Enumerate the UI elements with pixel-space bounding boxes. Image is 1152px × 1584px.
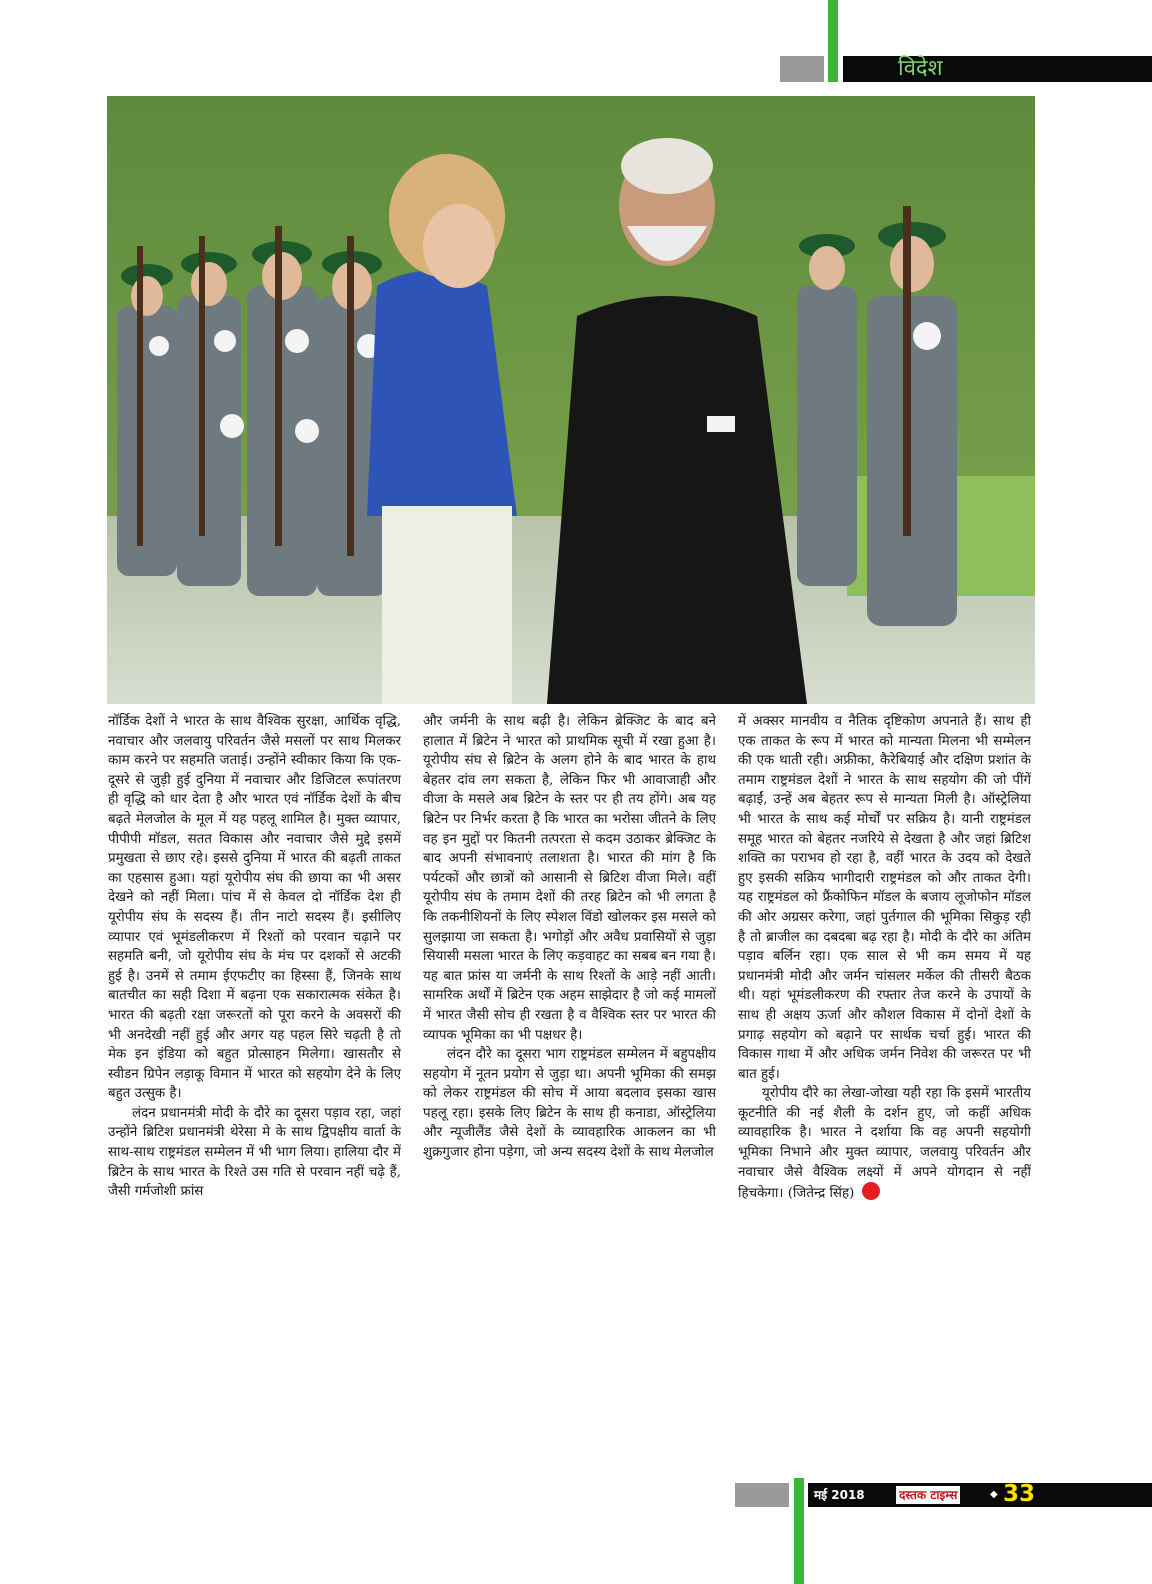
paragraph-with-end-mark [738,1084,1031,1204]
article-column-3 [738,712,1031,1478]
article-column-2 [423,712,716,1478]
footer-accent-bar [794,1478,804,1584]
section-title: विदेश [898,56,943,81]
paragraph: लंदन दौरे का दूसरा भाग राष्ट्रमंडल सम्मेलन में बहुपक्षीय सहयोग में नूतन प्रयोग से जुड़ा था। अपनी भूमिका की समझ को लेकर राष्ट्रमंडल की सोच में आया बदलाव इसका खास पहलू रहा। इसके लिए ब्रिटेन के साथ ही कनाडा, ऑस्ट्रेलिया और न्यूजीलैंड जैसे देशों के व्यावहारिक आकलन का भी शुक्रगुजार होना पड़ेगा, जो अन्य सदस्य देशों के साथ मेलजोल [423,1047,716,1161]
article-column-1 [108,712,401,1478]
paragraph: लंदन प्रधानमंत्री मोदी के दौरे का दूसरा पड़ाव रहा, जहां उन्होंने ब्रिटिश प्रधानमंत्री थेरेसा मे के साथ द्विपक्षीय वार्ता के साथ-साथ राष्ट्रमंडल सम्मेलन में भी भाग लिया। हालिया दौर में ब्रिटेन के साथ भारत के रिश्ते उस गति से परवान नहीं चढ़े हैं, जैसी गर्मजोशी फ्रांस [108,1105,401,1200]
footer-separator-icon: ◆ [990,1489,998,1500]
page-number: 33 [1003,1481,1036,1507]
paragraph: नॉर्डिक देशों ने भारत के साथ वैश्विक सुरक्षा, आर्थिक वृद्धि, नवाचार और जलवायु परिवर्तन जैसे मसलों पर साथ मिलकर काम करने पर सहमति जताई। उन्होंने स्वीकार किया कि एक-दूसरे से जुड़ी हुई दुनिया में नवाचार और डिजिटल रूपांतरण ही वृद्धि को धार देता है और भारत एवं नॉर्डिक देशों के बीच बढ़ते मेलजोल के मूल में यह पहलू शामिल है। मुक्त व्यापार, पीपीपी मॉडल, सतत विकास और नवाचार जैसे मुद्दे इसमें प्रमुखता से छाए रहे। इससे दुनिया में भारत की बढ़ती ताकत का एहसास हुआ। यहां यूरोपीय संघ की छाया का भी असर देखने को नहीं मिला। पांच में से केवल दो नॉर्डिक देश ही यूरोपीय संघ के सदस्य हैं। तीन नाटो सदस्य हैं। इसीलिए व्यापार एवं भूमंडलीकरण में रिश्तों को परवान चढ़ाने पर सहमति बनी, जो यूरोपीय संघ के मंच पर दशकों से अटकी हुई है। उनमें से तमाम ईएफटीए का हिस्सा हैं, जिनके साथ बातचीत का सही दिशा में बढ़ना एक सकारात्मक संकेत है। भारत की बढ़ती रक्षा जरूरतों को पूरा करने के अवसरों की भी अनदेखी नहीं हुई और अगर यह पहल सिरे चढ़ती है तो मेक इन इंडिया को बहुत प्रोत्साहन मिलेगा। खासतौर से स्वीडन ग्रिपेन लड़ाकू विमान में भारत को सहयोग देने के लिए बहुत उत्सुक है। [108,714,401,1102]
section-header-band [843,56,1152,82]
header-accent-bar [828,0,838,82]
header-gray-block [780,56,824,82]
paragraph-text: यूरोपीय दौरे का लेखा-जोखा यही रहा कि इसमें भारतीय कूटनीति की नई शैली के दर्शन हुए, जो कहीं अधिक व्यावहारिक है। भारत ने दर्शाया कि वह अपनी सहयोगी भूमिका निभाने और मुक्त व्यापार, जलवायु परिवर्तन और नवाचार जैसे वैश्विक लक्ष्यों में अपने योगदान से नहीं हिचकेगा। (जितेन्द्र सिंह) [738,1086,1031,1202]
footer-gray-block [735,1483,789,1507]
article-photo-illustration [107,96,1035,704]
paragraph: में अक्सर मानवीय व नैतिक दृष्टिकोण अपनाते हैं। साथ ही एक ताकत के रूप में भारत को मान्यता मिलना भी सम्मेलन की एक थाती रही। अफ्रीका, कैरेबियाई और दक्षिण प्रशांत के तमाम राष्ट्रमंडल देशों ने भारत के साथ सहयोग की जो पींगें बढ़ाईं, उन्हें अब बेहतर रूप से मान्यता मिली है। ऑस्ट्रेलिया भी भारत के साथ कई मोर्चों पर सक्रिय है। यानी राष्ट्रमंडल समूह भारत को बेहतर नजरिये से देखता है और जहां ब्रिटिश शक्ति का पराभव हो रहा है, वहीं भारत के उदय को देखते हुए इसकी सक्रिय भागीदारी राष्ट्रमंडल को और ताकत देगी। यह राष्ट्रमंडल को फ्रैंकोफिन मॉडल के बजाय लूजोफोन मॉडल की ओर अग्रसर करेगा, जहां पुर्तगाल की भूमिका सिकुड़ रही है तो ब्राजील का दबदबा बढ़ रहा है। मोदी के दौरे का अंतिम पड़ाव बर्लिन रहा। एक साल से भी कम समय में यह प्रधानमंत्री मोदी और जर्मन चांसलर मर्केल की तीसरी बैठक थी। यहां भूमंडलीकरण की रफ्तार तेज करने के उपायों के साथ ही अक्षय ऊर्जा और कौशल विकास में दोनों देशों के प्रगाढ़ सहयोग को बढ़ाने पर सार्थक चर्चा हुई। भारत की विकास गाथा में और अधिक जर्मन निवेश की जरूरत पर भी बात हुई। [738,714,1031,1082]
end-of-article-dot-icon [862,1182,880,1200]
paragraph: और जर्मनी के साथ बढ़ी है। लेकिन ब्रेक्जिट के बाद बने हालात में ब्रिटेन ने भारत को प्राथमिक सूची में रखा हुआ है। यूरोपीय संघ से ब्रिटेन के अलग होने के बाद भारत के हाथ बेहतर दांव लग सकता है, लेकिन फिर भी आवाजाही और वीजा के मसले अब ब्रिटेन के स्तर पर ही तय होंगे। अब यह ब्रिटेन पर निर्भर करता है कि भारत का भरोसा जीतने के लिए वह इन मुद्दों पर कितनी तत्परता से कदम उठाकर ब्रेक्जिट के बाद अपनी संभावनाएं तलाशता है। भारत की मांग है कि पर्यटकों और छात्रों को आसानी से ब्रिटिश वीजा मिले। वहीं यूरोपीय संघ के तमाम देशों की तरह ब्रिटेन को भी लगता है कि तकनीशियनों के लिए स्पेशल विंडो खोलकर इस मसले को सुलझाया जा सकता है। भगोड़ों और अवैध प्रवासियों से जुड़ा सियासी मसला भारत के लिए कड़वाहट का सबब बन गया है। यह बात फ्रांस या जर्मनी के साथ रिश्तों के आड़े नहीं आती। सामरिक अर्थों में ब्रिटेन एक अहम साझेदार है जो कई मामलों में भारत जैसी सोच ही रखता है व वैश्विक स्तर पर भारत की व्यापक भूमिका का भी पक्षधर है। [423,714,716,1043]
magazine-logo: दस्तक टाइम्स [896,1486,960,1504]
issue-date: मई 2018 [814,1488,865,1502]
article-photo [107,96,1035,704]
